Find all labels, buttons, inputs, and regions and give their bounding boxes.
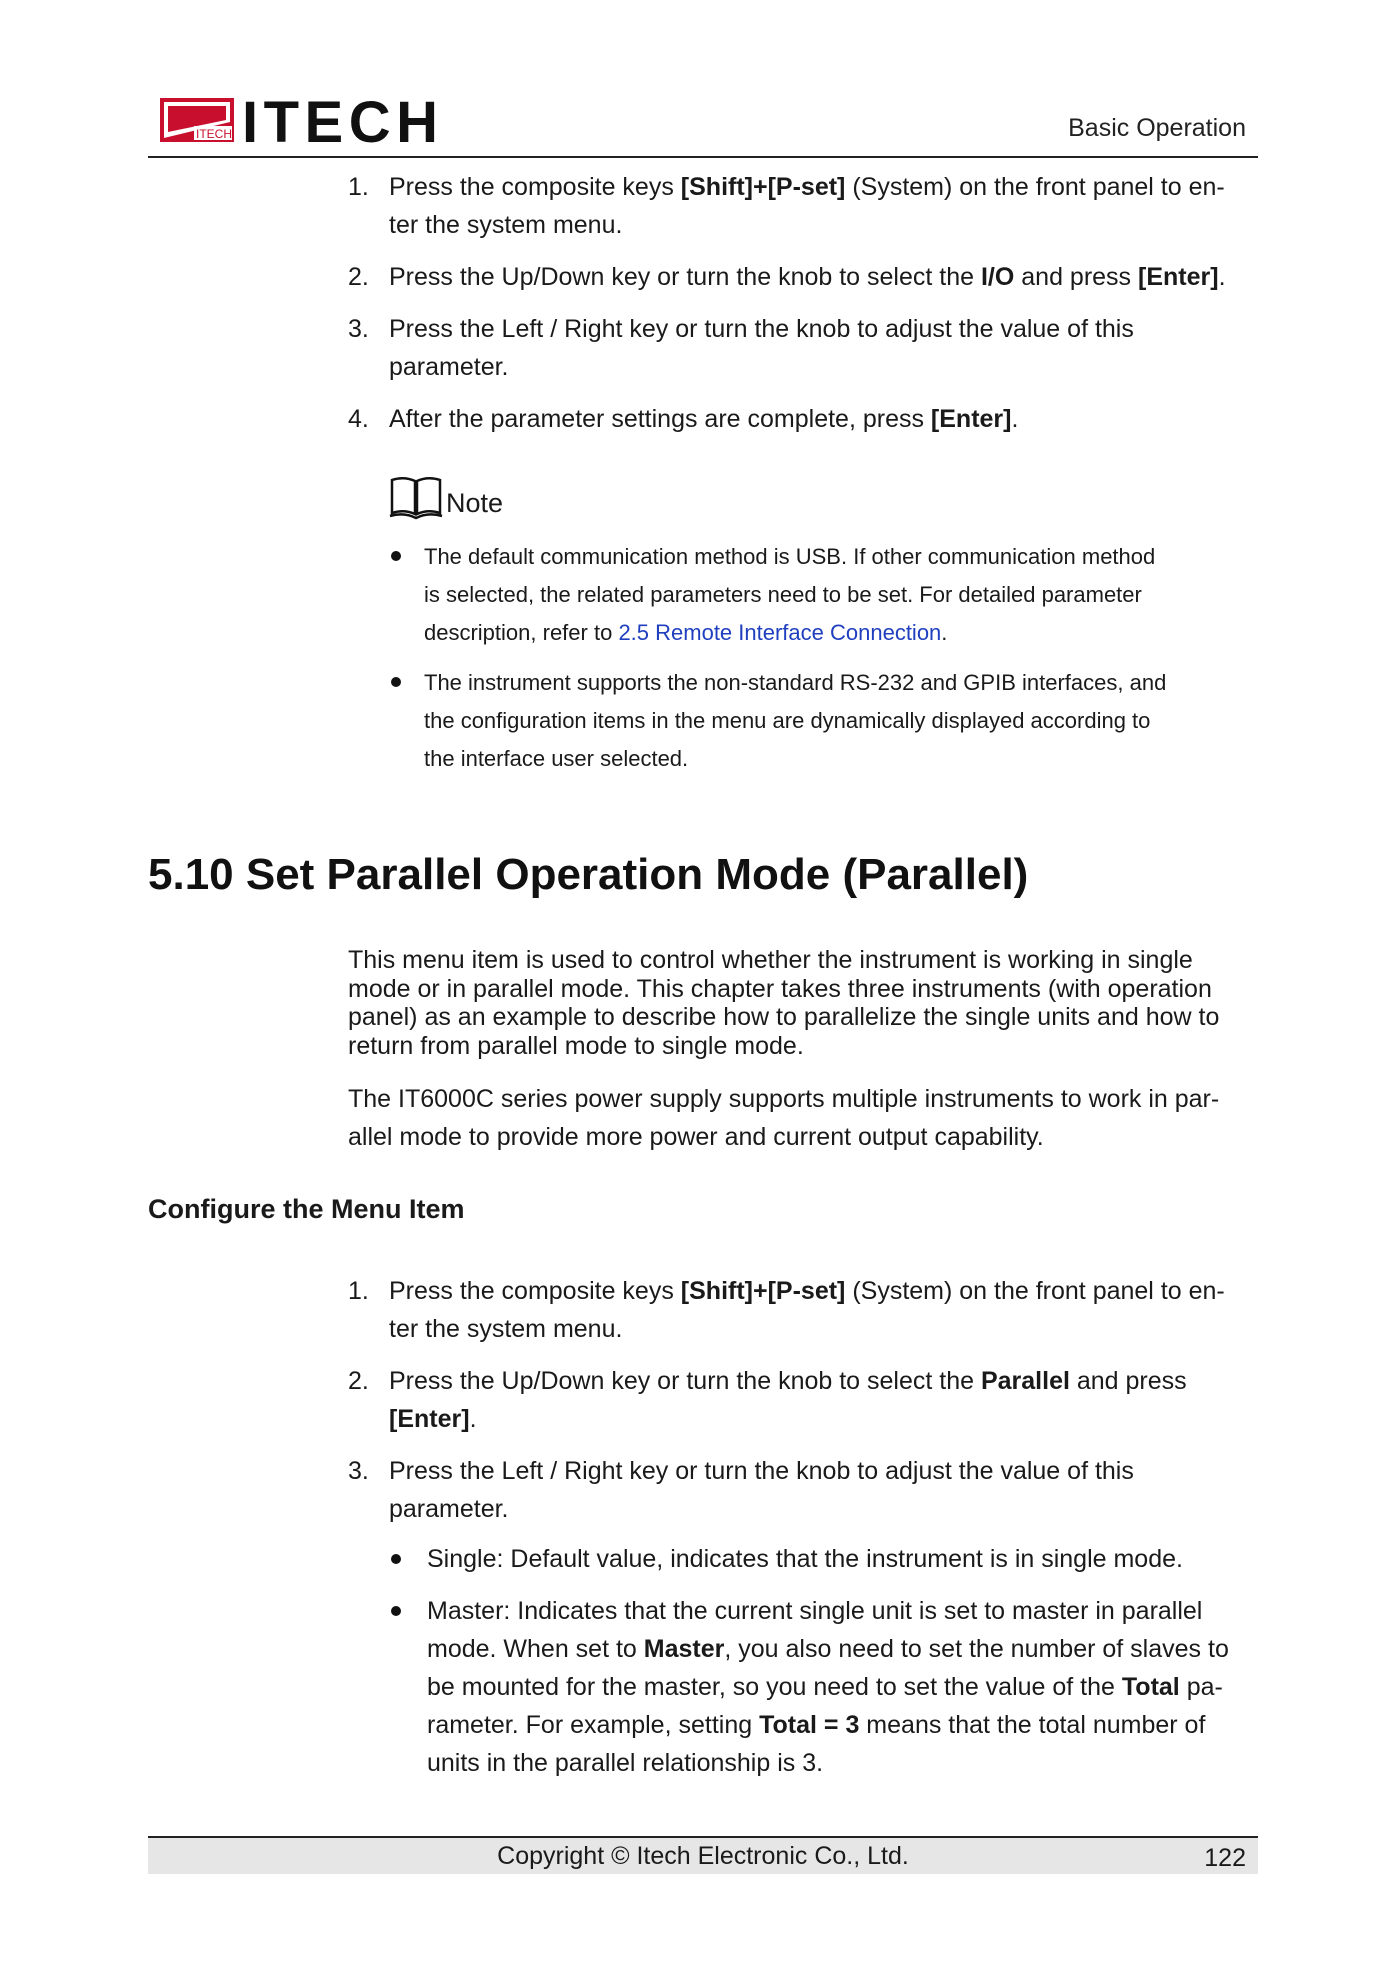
remote-interface-link[interactable]: 2.5 Remote Interface Connection: [618, 620, 942, 645]
note-title: Note: [446, 488, 504, 518]
series-paragraph: The IT6000C series power supply supports multiple instruments to work in par- allel mode to provide more power and current output capability.: [348, 1085, 1220, 1151]
bullet-icon: [391, 551, 401, 561]
list-item: Single: Default value, indicates that the instrument is in single mode.: [389, 1540, 1260, 1578]
list-item: 1. Press the composite keys [Shift]+[P-set] (System) on the front panel to en- ter the system menu.: [348, 173, 1225, 239]
logo-wordmark: ITECH: [242, 92, 438, 148]
bullet-icon: [391, 677, 401, 687]
page-number: 122: [1204, 1844, 1246, 1872]
page-header: [148, 90, 1258, 158]
intro-paragraph: This menu item is used to control whether the instrument is working in single mode or in parallel mode. This chapter takes three instruments (with operation panel) as an example to describe how to parallelize the single units and how to return from parallel mode to single mode.: [348, 946, 1220, 1060]
bullet-icon: [391, 1554, 401, 1564]
note-list: [388, 538, 1238, 778]
note-box: [388, 470, 1238, 790]
copyright-text: Copyright © Itech Electronic Co., Ltd.: [497, 1842, 909, 1870]
list-item: 4. After the parameter settings are complete, press [Enter].: [348, 405, 1019, 433]
subsection-heading: Configure the Menu Item: [148, 1194, 465, 1224]
list-item: 3. Press the Left / Right key or turn the knob to adjust the value of this parameter. Single: Default value, indicates that the instrument is in single mode. Master: Indicates that the current single unit is set to master in parallel mode. When set to Master, you also need to set the number of slaves to be mounted for the master, so you need to set the value of the Total pa- rameter. For example, setting Total = 3 means that the total number of units in the parallel relationship is 3.: [348, 1452, 1260, 1782]
list-item: 1. Press the composite keys [Shift]+[P-set] (System) on the front panel to en- ter the system menu.: [348, 1277, 1225, 1343]
section-title: 5.10 Set Parallel Operation Mode (Parallel): [148, 850, 1029, 899]
parallel-options-list: [389, 1540, 1260, 1782]
top-steps-list: [348, 168, 1260, 452]
list-item: Master: Indicates that the current single unit is set to master in parallel mode. When set to Master, you also need to set the number of slaves to be mounted for the master, so you need to set the value of the Total pa- rameter. For example, setting Total = 3 means that the total number of units in the parallel relationship is 3.: [389, 1592, 1260, 1782]
page-footer: [148, 1836, 1258, 1874]
list-item: 2. Press the Up/Down key or turn the knob to select the I/O and press [Enter].: [348, 263, 1226, 291]
bottom-steps-list: [348, 1272, 1260, 1796]
list-item: 3. Press the Left / Right key or turn the knob to adjust the value of this parameter.: [348, 315, 1134, 381]
bullet-icon: [391, 1606, 401, 1616]
note-header: [388, 470, 1238, 520]
list-item: The instrument supports the non-standard RS-232 and GPIB interfaces, and the configuration items in the menu are dynamically displayed according to the interface user selected.: [388, 664, 1238, 778]
list-item: The default communication method is USB. If other communication method is selected, the related parameters need to be set. For detailed parameter description, refer to 2.5 Remote Interface Connection.: [388, 538, 1238, 652]
logo-badge-text: ITECH: [196, 127, 232, 141]
book-icon: [388, 474, 444, 520]
list-item: 2. Press the Up/Down key or turn the knob to select the Parallel and press [Enter].: [348, 1367, 1187, 1433]
header-section-label: Basic Operation: [1068, 114, 1246, 142]
itech-logo: [160, 92, 440, 148]
